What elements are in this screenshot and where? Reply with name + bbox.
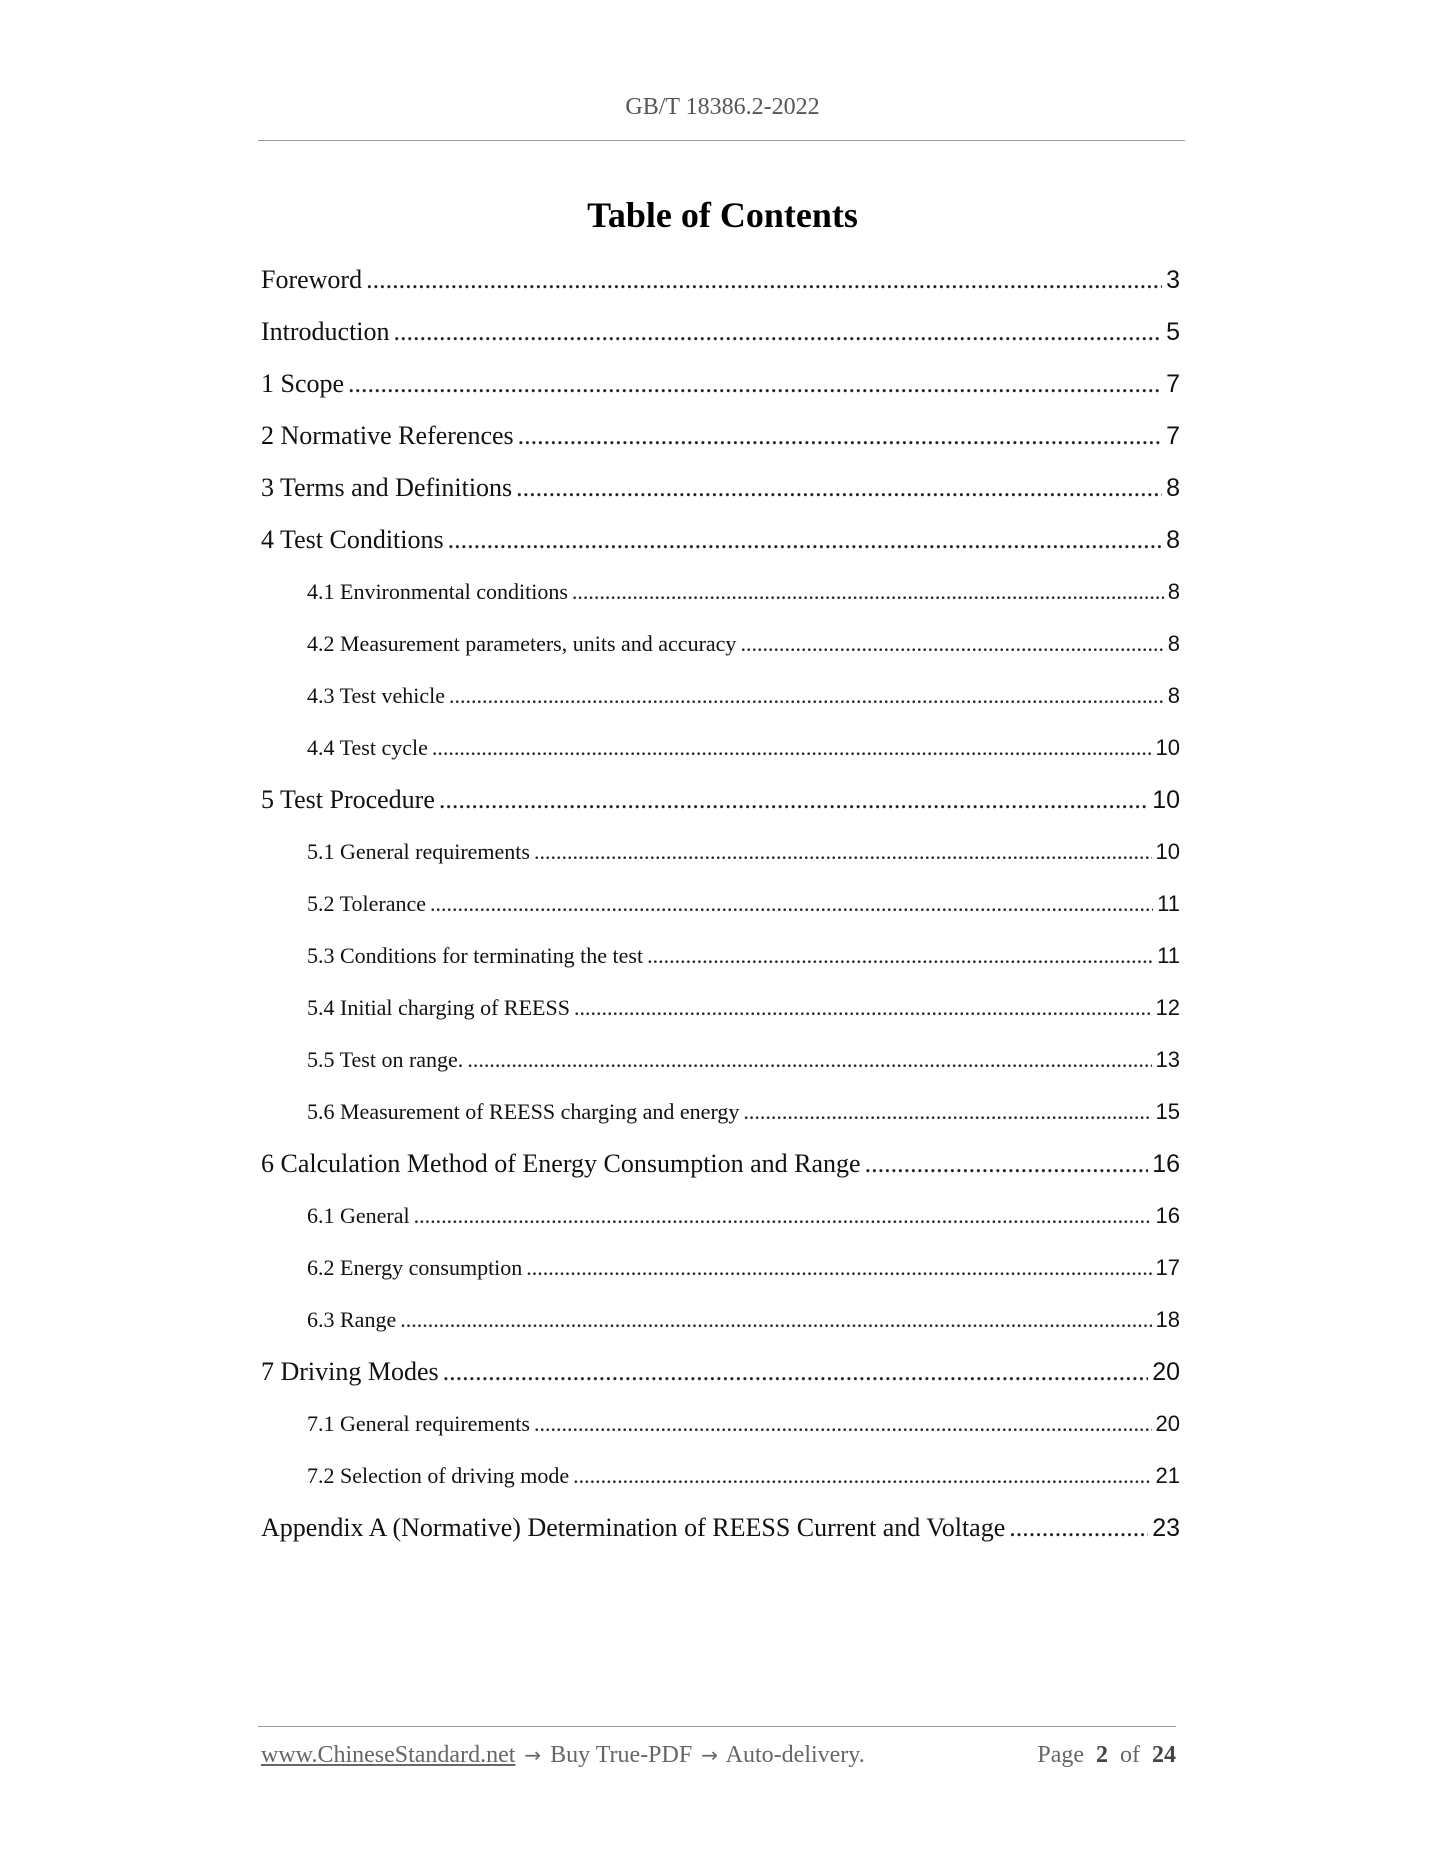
toc-dot-leader <box>400 1294 1151 1346</box>
toc-entry-label: 6.2 Energy consumption <box>307 1255 523 1280</box>
toc-entry-label: 5.1 General requirements <box>307 839 530 864</box>
toc-entry-page-number: 16 <box>1152 1150 1180 1178</box>
toc-entry-label: Appendix A (Normative) Determination of REESS Current and Voltage <box>261 1513 1006 1542</box>
toc-section-entry[interactable] <box>261 410 1180 462</box>
toc-dot-leader <box>865 1138 1149 1190</box>
toc-entry-page-number: 20 <box>1155 1411 1180 1436</box>
toc-entry-page-number: 17 <box>1155 1255 1180 1280</box>
toc-entry-label: 6 Calculation Method of Energy Consumption and Range <box>261 1149 861 1178</box>
toc-entry-page-number: 13 <box>1155 1047 1180 1072</box>
toc-entry-label: 5 Test Procedure <box>261 785 435 814</box>
total-page-number: 24 <box>1152 1742 1176 1768</box>
toc-entry-page-number: 7 <box>1166 370 1180 398</box>
toc-entry-page-number: 11 <box>1157 891 1180 916</box>
toc-section-entry[interactable] <box>261 774 1180 826</box>
header-divider <box>258 140 1185 141</box>
toc-entry-page-number: 8 <box>1167 683 1180 708</box>
toc-entry-label: 6.3 Range <box>307 1307 397 1332</box>
toc-entry-label: 5.5 Test on range. <box>307 1047 464 1072</box>
toc-entry-label: Introduction <box>261 317 390 346</box>
toc-dot-leader <box>740 618 1163 670</box>
toc-subsection-entry[interactable] <box>261 1294 1180 1346</box>
toc-dot-leader <box>348 358 1162 410</box>
toc-subsection-entry[interactable] <box>261 1450 1180 1502</box>
toc-entry-page-number: 7 <box>1166 422 1180 450</box>
toc-entry-label: Foreword <box>261 265 363 294</box>
toc-subsection-entry[interactable] <box>261 930 1180 982</box>
toc-entry-label: 7.2 Selection of driving mode <box>307 1463 570 1488</box>
table-of-contents <box>261 254 1180 1554</box>
toc-entry-page-number: 5 <box>1166 318 1180 346</box>
toc-dot-leader <box>443 1346 1149 1398</box>
toc-entry-label: 4.1 Environmental conditions <box>307 579 568 604</box>
toc-entry-label: 2 Normative References <box>261 421 514 450</box>
toc-entry-page-number: 3 <box>1166 266 1180 294</box>
of-word: of <box>1120 1742 1140 1768</box>
toc-dot-leader <box>394 306 1163 358</box>
toc-entry-label: 3 Terms and Definitions <box>261 473 513 502</box>
toc-entry-label: 1 Scope <box>261 369 345 398</box>
toc-subsection-entry[interactable] <box>261 826 1180 878</box>
buy-true-pdf-text: Buy True-PDF <box>550 1742 693 1768</box>
toc-subsection-entry[interactable] <box>261 1190 1180 1242</box>
toc-dot-leader <box>467 1034 1151 1086</box>
toc-entry-page-number: 8 <box>1167 631 1180 656</box>
toc-entry-label: 4.2 Measurement parameters, units and accuracy <box>307 631 737 656</box>
toc-entry-page-number: 20 <box>1152 1358 1180 1386</box>
toc-section-entry[interactable] <box>261 514 1180 566</box>
toc-dot-leader <box>573 1450 1151 1502</box>
toc-subsection-entry[interactable] <box>261 618 1180 670</box>
toc-dot-leader <box>432 722 1152 774</box>
toc-entry-page-number: 10 <box>1152 786 1180 814</box>
toc-subsection-entry[interactable] <box>261 1242 1180 1294</box>
toc-subsection-entry[interactable] <box>261 982 1180 1034</box>
toc-dot-leader <box>574 982 1152 1034</box>
site-link[interactable]: www.ChineseStandard.net <box>261 1742 516 1768</box>
toc-entry-page-number: 10 <box>1155 839 1180 864</box>
toc-entry-label: 7.1 General requirements <box>307 1411 530 1436</box>
toc-section-entry[interactable] <box>261 254 1180 306</box>
toc-entry-label: 4.3 Test vehicle <box>307 683 445 708</box>
toc-entry-page-number: 10 <box>1155 735 1180 760</box>
toc-entry-label: 7 Driving Modes <box>261 1357 439 1386</box>
toc-dot-leader <box>526 1242 1151 1294</box>
toc-entry-page-number: 18 <box>1155 1307 1180 1332</box>
toc-entry-page-number: 15 <box>1155 1099 1180 1124</box>
toc-entry-label: 5.2 Tolerance <box>307 891 427 916</box>
toc-dot-leader <box>366 254 1162 306</box>
toc-dot-leader <box>414 1190 1152 1242</box>
toc-section-entry[interactable] <box>261 462 1180 514</box>
toc-subsection-entry[interactable] <box>261 670 1180 722</box>
toc-dot-leader <box>534 1398 1152 1450</box>
toc-dot-leader <box>1009 1502 1148 1554</box>
footer-promo <box>261 1742 865 1769</box>
toc-entry-label: 4.4 Test cycle <box>307 735 428 760</box>
toc-section-entry[interactable] <box>261 306 1180 358</box>
toc-dot-leader <box>448 514 1162 566</box>
toc-heading: Table of Contents <box>587 195 858 235</box>
toc-subsection-entry[interactable] <box>261 1034 1180 1086</box>
toc-entry-label: 6.1 General <box>307 1203 410 1228</box>
arrow-right-icon: → <box>701 1743 718 1767</box>
toc-entry-page-number: 16 <box>1155 1203 1180 1228</box>
toc-dot-leader <box>439 774 1148 826</box>
toc-dot-leader <box>572 566 1164 618</box>
auto-delivery-text: Auto-delivery. <box>725 1742 865 1768</box>
toc-subsection-entry[interactable] <box>261 566 1180 618</box>
toc-entry-page-number: 8 <box>1166 474 1180 502</box>
toc-subsection-entry[interactable] <box>261 878 1180 930</box>
toc-dot-leader <box>743 1086 1151 1138</box>
document-header-id: GB/T 18386.2-2022 <box>625 94 820 120</box>
page-number <box>1037 1742 1176 1769</box>
toc-entry-page-number: 8 <box>1167 579 1180 604</box>
toc-entry-label: 4 Test Conditions <box>261 525 444 554</box>
toc-subsection-entry[interactable] <box>261 722 1180 774</box>
toc-section-entry[interactable] <box>261 1346 1180 1398</box>
toc-entry-page-number: 23 <box>1152 1514 1180 1542</box>
toc-section-entry[interactable] <box>261 358 1180 410</box>
toc-section-entry[interactable] <box>261 1502 1180 1554</box>
toc-dot-leader <box>516 462 1162 514</box>
toc-section-entry[interactable] <box>261 1138 1180 1190</box>
toc-dot-leader <box>430 878 1153 930</box>
arrow-right-icon: → <box>524 1743 542 1767</box>
toc-entry-page-number: 8 <box>1166 526 1180 554</box>
toc-dot-leader <box>518 410 1162 462</box>
current-page-number: 2 <box>1096 1742 1108 1768</box>
toc-entry-label: 5.3 Conditions for terminating the test <box>307 943 644 968</box>
toc-subsection-entry[interactable] <box>261 1086 1180 1138</box>
toc-dot-leader <box>647 930 1153 982</box>
toc-entry-label: 5.4 Initial charging of REESS <box>307 995 570 1020</box>
toc-entry-page-number: 12 <box>1155 995 1180 1020</box>
toc-entry-label: 5.6 Measurement of REESS charging and energy <box>307 1099 740 1124</box>
page-word: Page <box>1037 1742 1084 1768</box>
toc-entry-page-number: 11 <box>1157 943 1180 968</box>
toc-dot-leader <box>534 826 1152 878</box>
toc-dot-leader <box>449 670 1164 722</box>
footer-divider <box>258 1726 1176 1727</box>
toc-entry-page-number: 21 <box>1155 1463 1180 1488</box>
toc-subsection-entry[interactable] <box>261 1398 1180 1450</box>
